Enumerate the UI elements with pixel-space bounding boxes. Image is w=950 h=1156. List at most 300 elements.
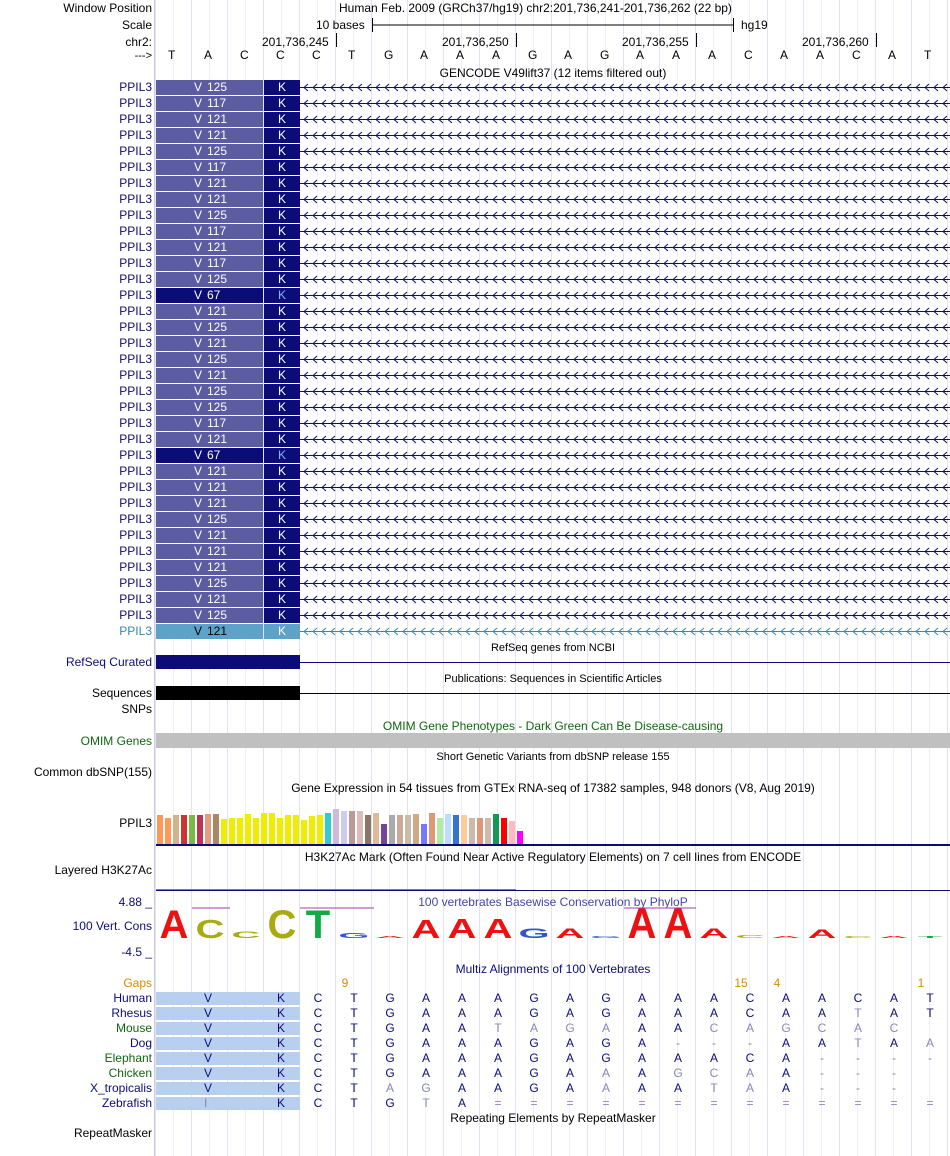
amino-acid-label: V bbox=[194, 448, 203, 462]
codon-number: 121 bbox=[207, 592, 228, 606]
gencode-exon-block[interactable] bbox=[156, 368, 263, 383]
aligned-base: A bbox=[421, 991, 430, 1005]
gtex-tissue-bar[interactable] bbox=[429, 813, 435, 844]
conservation-letter: A bbox=[555, 925, 585, 942]
amino-acid-label: V bbox=[194, 224, 203, 238]
gencode-track-title[interactable]: GENCODE V49lift37 (12 items filtered out) bbox=[439, 66, 667, 80]
aligned-base: A bbox=[889, 1036, 898, 1050]
gtex-tissue-bar[interactable] bbox=[365, 815, 371, 844]
aligned-base: T bbox=[350, 1006, 358, 1020]
gencode-exon-block[interactable] bbox=[156, 560, 263, 575]
intron-arrow-line bbox=[300, 416, 950, 431]
gencode-transcript-name[interactable]: PPIL3 bbox=[119, 384, 152, 398]
gencode-transcript-name[interactable]: PPIL3 bbox=[119, 272, 152, 286]
gencode-transcript-name[interactable]: PPIL3 bbox=[119, 496, 152, 510]
aligned-base: = bbox=[782, 1096, 790, 1110]
gencode-exon-block[interactable] bbox=[156, 160, 263, 175]
aligned-base: - bbox=[892, 1066, 896, 1080]
gencode-transcript-name[interactable]: PPIL3 bbox=[119, 432, 152, 446]
gencode-exon-block[interactable] bbox=[156, 384, 263, 399]
species-label[interactable]: Chicken bbox=[108, 1066, 152, 1080]
intron-arrow-line bbox=[300, 496, 950, 511]
amino-acid-label: V bbox=[194, 416, 203, 430]
species-label[interactable]: Mouse bbox=[115, 1021, 152, 1035]
aligned-base: C bbox=[745, 1006, 755, 1020]
aligned-base: - bbox=[820, 1081, 824, 1095]
gtex-tissue-bar[interactable] bbox=[421, 824, 427, 844]
gencode-transcript-name[interactable]: PPIL3 bbox=[119, 448, 152, 462]
species-label[interactable]: Human bbox=[113, 991, 152, 1005]
gencode-exon-block[interactable] bbox=[156, 176, 263, 191]
aligned-base: - bbox=[892, 1051, 896, 1065]
codon-number: 121 bbox=[207, 528, 228, 542]
conservation-logo[interactable] bbox=[156, 900, 950, 960]
conservation-min-label: -4.5 _ bbox=[121, 945, 152, 959]
aligned-base: C bbox=[889, 1021, 899, 1035]
omim-track-title[interactable]: OMIM Gene Phenotypes - Dark Green Can Be Disease-causing bbox=[382, 719, 724, 733]
amino-acid-label: V bbox=[194, 544, 203, 558]
aligned-base: T bbox=[926, 991, 934, 1005]
h3k27ac-baseline bbox=[156, 890, 950, 891]
gencode-exon-block[interactable] bbox=[156, 320, 263, 335]
amino-acid-label[interactable]: K bbox=[264, 384, 300, 399]
gtex-tissue-bar[interactable] bbox=[437, 818, 443, 844]
gtex-tissue-bar[interactable] bbox=[413, 814, 419, 844]
gencode-transcript-name[interactable]: PPIL3 bbox=[119, 176, 152, 190]
gencode-transcript-name[interactable]: PPIL3 bbox=[119, 608, 152, 622]
aligned-base: C bbox=[709, 1066, 719, 1080]
aligned-base: A bbox=[601, 1021, 610, 1035]
aligned-base: A bbox=[493, 1036, 502, 1050]
aligned-base: A bbox=[493, 1006, 502, 1020]
gencode-transcript-name[interactable]: PPIL3 bbox=[119, 512, 152, 526]
codon-number: 125 bbox=[207, 352, 228, 366]
h3k27ac-track-label[interactable]: Layered H3K27Ac bbox=[54, 863, 152, 877]
aligned-base: T bbox=[422, 1096, 430, 1110]
amino-acid-label: V bbox=[194, 608, 203, 622]
gencode-exon-block[interactable] bbox=[156, 352, 263, 367]
intron-arrow-line bbox=[300, 128, 950, 143]
gtex-tissue-bar[interactable] bbox=[333, 809, 339, 844]
gtex-tissue-bar[interactable] bbox=[405, 815, 411, 844]
gencode-transcript-name[interactable]: PPIL3 bbox=[119, 192, 152, 206]
amino-acid-label[interactable]: K bbox=[264, 128, 300, 143]
amino-acid-label[interactable]: K bbox=[264, 192, 300, 207]
gtex-tissue-bar[interactable] bbox=[173, 815, 179, 844]
intron-arrow-line bbox=[300, 384, 950, 399]
aligned-base: - bbox=[892, 1081, 896, 1095]
gtex-tissue-bar[interactable] bbox=[445, 814, 451, 844]
gencode-transcript-name[interactable]: PPIL3 bbox=[119, 464, 152, 478]
gencode-exon-block[interactable] bbox=[156, 400, 263, 415]
gtex-tissue-bar[interactable] bbox=[221, 819, 227, 844]
gtex-tissue-bar[interactable] bbox=[213, 814, 219, 844]
aligned-base: G bbox=[529, 1006, 539, 1020]
amino-acid-label[interactable]: K bbox=[264, 480, 300, 495]
amino-acid-label[interactable]: K bbox=[264, 560, 300, 575]
aligned-base: G bbox=[385, 1051, 395, 1065]
gtex-tissue-bar[interactable] bbox=[493, 814, 499, 844]
sequence-base: A bbox=[888, 48, 897, 62]
sequence-base: A bbox=[672, 48, 681, 62]
intron-arrow-line bbox=[300, 208, 950, 223]
aligned-base: A bbox=[601, 1066, 610, 1080]
aligned-base: A bbox=[493, 991, 502, 1005]
gtex-tissue-bar[interactable] bbox=[453, 815, 459, 844]
gencode-exon-block[interactable] bbox=[156, 592, 263, 607]
gtex-track-title[interactable]: Gene Expression in 54 tissues from GTEx RNA-seq of 17382 samples, 948 donors (V8, Aug 2019) bbox=[291, 781, 815, 795]
gtex-tissue-bar[interactable] bbox=[373, 813, 379, 844]
gencode-transcript-name[interactable]: PPIL3 bbox=[119, 528, 152, 542]
species-label[interactable]: Elephant bbox=[104, 1051, 152, 1065]
intron-arrow-line bbox=[300, 144, 950, 159]
gencode-exon-block[interactable] bbox=[156, 432, 263, 447]
aligned-base: A bbox=[457, 1006, 466, 1020]
amino-acid-label[interactable]: K bbox=[264, 352, 300, 367]
codon-number: 125 bbox=[207, 144, 228, 158]
gencode-exon-block[interactable] bbox=[156, 544, 263, 559]
gtex-track-label[interactable]: PPIL3 bbox=[119, 816, 152, 830]
gtex-tissue-bar[interactable] bbox=[293, 815, 299, 844]
aligned-amino-acid: K bbox=[277, 1006, 286, 1020]
gencode-exon-block[interactable] bbox=[156, 480, 263, 495]
aligned-amino-acid: V bbox=[204, 1066, 213, 1080]
sequences-track-label[interactable]: Sequences bbox=[91, 686, 152, 700]
dbsnp-track-label[interactable]: Common dbSNP(155) bbox=[33, 765, 152, 779]
gtex-tissue-bar[interactable] bbox=[509, 821, 515, 844]
gencode-exon-block[interactable] bbox=[156, 448, 263, 463]
aligned-base: - bbox=[676, 1036, 680, 1050]
refseq-gene-block[interactable] bbox=[156, 655, 300, 669]
codon-number: 117 bbox=[207, 416, 227, 430]
gtex-tissue-bar[interactable] bbox=[389, 815, 395, 844]
aligned-amino-acid: V bbox=[204, 1021, 213, 1035]
gap-count: 15 bbox=[734, 976, 748, 990]
amino-acid-label[interactable]: K bbox=[264, 208, 300, 223]
gencode-transcript-name[interactable]: PPIL3 bbox=[119, 480, 152, 494]
gencode-transcript-name[interactable]: PPIL3 bbox=[119, 576, 152, 590]
conservation-letter: C bbox=[195, 915, 225, 945]
gtex-tissue-bar[interactable] bbox=[469, 818, 475, 844]
aligned-base: = bbox=[818, 1096, 826, 1110]
amino-acid-label[interactable]: K bbox=[264, 112, 300, 127]
gencode-transcript-name[interactable]: PPIL3 bbox=[119, 400, 152, 414]
intron-arrow-line bbox=[300, 608, 950, 623]
amino-acid-label[interactable]: K bbox=[264, 624, 300, 639]
gtex-tissue-bar[interactable] bbox=[189, 815, 195, 844]
amino-acid-label: V bbox=[194, 112, 203, 126]
gaps-label: Gaps bbox=[123, 976, 152, 990]
codon-number: 125 bbox=[207, 320, 228, 334]
amino-acid-label: V bbox=[194, 496, 203, 510]
gtex-tissue-bar[interactable] bbox=[381, 824, 387, 844]
aligned-base: - bbox=[712, 1036, 716, 1050]
amino-acid-label[interactable]: K bbox=[264, 80, 300, 95]
amino-acid-label[interactable]: K bbox=[264, 432, 300, 447]
amino-acid-label[interactable]: K bbox=[264, 320, 300, 335]
aligned-base: C bbox=[745, 1051, 755, 1065]
gencode-exon-block[interactable] bbox=[156, 96, 263, 111]
gencode-exon-block[interactable] bbox=[156, 608, 263, 623]
aligned-base: G bbox=[673, 1066, 683, 1080]
gencode-transcript-name[interactable]: PPIL3 bbox=[119, 352, 152, 366]
aligned-base: A bbox=[421, 1036, 430, 1050]
amino-acid-label: V bbox=[194, 336, 203, 350]
gap-count: 1 bbox=[917, 976, 925, 990]
gencode-exon-block[interactable] bbox=[156, 464, 263, 479]
refseq-track-label[interactable]: RefSeq Curated bbox=[65, 655, 152, 669]
amino-acid-label[interactable]: K bbox=[264, 544, 300, 559]
gencode-transcript-name[interactable]: PPIL3 bbox=[119, 288, 152, 302]
sequence-base: C bbox=[276, 48, 285, 62]
gtex-tissue-bar[interactable] bbox=[261, 813, 267, 844]
gencode-transcript-name[interactable]: PPIL3 bbox=[119, 128, 152, 142]
gtex-tissue-bar[interactable] bbox=[397, 815, 403, 844]
gencode-transcript-name[interactable]: PPIL3 bbox=[119, 336, 152, 350]
gencode-transcript-name[interactable]: PPIL3 bbox=[119, 304, 152, 318]
conservation-letter: A bbox=[879, 935, 909, 939]
amino-acid-label[interactable]: K bbox=[264, 256, 300, 271]
pubs-track-title[interactable]: Publications: Sequences in Scientific Articles bbox=[444, 673, 662, 685]
aligned-base: A bbox=[781, 1006, 790, 1020]
aligned-base: C bbox=[313, 1081, 323, 1095]
gencode-transcript-name[interactable]: PPIL3 bbox=[119, 624, 152, 638]
conservation-track-label[interactable]: 100 Vert. Cons bbox=[72, 919, 152, 933]
gencode-transcript-name[interactable]: PPIL3 bbox=[119, 224, 152, 238]
gencode-exon-block[interactable] bbox=[156, 336, 263, 351]
gencode-exon-block[interactable] bbox=[156, 416, 263, 431]
gencode-transcript-name[interactable]: PPIL3 bbox=[119, 208, 152, 222]
gencode-exon-block[interactable] bbox=[156, 240, 263, 255]
gtex-tissue-bar[interactable] bbox=[341, 811, 347, 844]
gencode-transcript-name[interactable]: PPIL3 bbox=[119, 544, 152, 558]
gencode-exon-block[interactable] bbox=[156, 624, 263, 639]
aligned-base: A bbox=[493, 1066, 502, 1080]
intron-arrow-line bbox=[300, 352, 950, 367]
gencode-transcript-name[interactable]: PPIL3 bbox=[119, 240, 152, 254]
species-label[interactable]: Rhesus bbox=[111, 1006, 152, 1020]
species-label[interactable]: Zebrafish bbox=[101, 1096, 152, 1110]
aligned-base: G bbox=[601, 1051, 611, 1065]
conservation-letter: A bbox=[447, 913, 477, 945]
amino-acid-label[interactable]: K bbox=[264, 512, 300, 527]
amino-acid-label[interactable]: K bbox=[264, 176, 300, 191]
aligned-base: A bbox=[457, 1066, 466, 1080]
sequence-base: A bbox=[492, 48, 501, 62]
gencode-transcript-name[interactable]: PPIL3 bbox=[119, 96, 152, 110]
gencode-exon-block[interactable] bbox=[156, 304, 263, 319]
amino-acid-label[interactable]: K bbox=[264, 336, 300, 351]
aligned-base: T bbox=[926, 1006, 934, 1020]
aligned-base: A bbox=[421, 1051, 430, 1065]
conservation-track-title[interactable]: 100 vertebrates Basewise Conservation by PhyloP bbox=[418, 895, 688, 909]
intron-arrow-line bbox=[300, 176, 950, 191]
gencode-exon-block[interactable] bbox=[156, 224, 263, 239]
gtex-tissue-bar[interactable] bbox=[349, 811, 355, 844]
gencode-transcript-name[interactable]: PPIL3 bbox=[119, 560, 152, 574]
gencode-transcript-name[interactable]: PPIL3 bbox=[119, 112, 152, 126]
gap-count: 9 bbox=[341, 976, 349, 990]
conservation-max-label: 4.88 _ bbox=[118, 895, 152, 909]
codon-number: 125 bbox=[207, 512, 228, 526]
amino-acid-label: V bbox=[194, 624, 203, 638]
amino-acid-label: V bbox=[194, 560, 203, 574]
amino-acid-label: V bbox=[194, 528, 203, 542]
aligned-base: A bbox=[421, 1021, 430, 1035]
aligned-base: G bbox=[385, 1096, 395, 1110]
gtex-tissue-bar[interactable] bbox=[197, 815, 203, 844]
aligned-base: A bbox=[493, 1051, 502, 1065]
gtex-tissue-bar[interactable] bbox=[301, 820, 307, 844]
species-label[interactable]: X_tropicalis bbox=[89, 1081, 152, 1095]
gencode-exon-block[interactable] bbox=[156, 208, 263, 223]
refseq-track-title[interactable]: RefSeq genes from NCBI bbox=[490, 642, 616, 654]
species-label[interactable]: Dog bbox=[129, 1036, 152, 1050]
gtex-tissue-bar[interactable] bbox=[237, 818, 243, 844]
gencode-exon-block[interactable] bbox=[156, 256, 263, 271]
amino-acid-label[interactable]: K bbox=[264, 416, 300, 431]
amino-acid-label[interactable]: K bbox=[264, 400, 300, 415]
gencode-exon-block[interactable] bbox=[156, 80, 263, 95]
amino-acid-label[interactable]: K bbox=[264, 144, 300, 159]
aligned-base: T bbox=[350, 1051, 358, 1065]
snps-track-label[interactable]: SNPs bbox=[121, 702, 152, 716]
gtex-tissue-bar[interactable] bbox=[325, 813, 331, 844]
gtex-tissue-bar[interactable] bbox=[269, 813, 275, 844]
amino-acid-label[interactable]: K bbox=[264, 528, 300, 543]
gencode-exon-block[interactable] bbox=[156, 128, 263, 143]
gtex-tissue-bar[interactable] bbox=[253, 818, 259, 844]
gtex-tissue-bar[interactable] bbox=[181, 815, 187, 844]
repeatmasker-track-label[interactable]: RepeatMasker bbox=[73, 1126, 152, 1140]
gtex-tissue-bar[interactable] bbox=[485, 818, 491, 844]
gencode-transcript-name[interactable]: PPIL3 bbox=[119, 416, 152, 430]
gtex-tissue-bar[interactable] bbox=[157, 815, 163, 844]
aligned-base: T bbox=[854, 1006, 862, 1020]
amino-acid-label[interactable]: K bbox=[264, 224, 300, 239]
gtex-tissue-bar[interactable] bbox=[245, 814, 251, 844]
aligned-base: A bbox=[637, 1081, 646, 1095]
codon-number: 121 bbox=[207, 496, 228, 510]
gencode-transcript-name[interactable]: PPIL3 bbox=[119, 80, 152, 94]
aligned-base: = bbox=[890, 1096, 898, 1110]
sequence-base: T bbox=[924, 48, 932, 62]
amino-acid-label[interactable]: K bbox=[264, 96, 300, 111]
aligned-base: C bbox=[313, 991, 323, 1005]
intron-arrow-line bbox=[300, 592, 950, 607]
tick-label: 201,736,250 bbox=[442, 35, 509, 49]
gtex-tissue-bar[interactable] bbox=[517, 831, 523, 844]
gencode-exon-block[interactable] bbox=[156, 112, 263, 127]
amino-acid-label: V bbox=[194, 464, 203, 478]
codon-number: 121 bbox=[207, 192, 228, 206]
gencode-transcript-name[interactable]: PPIL3 bbox=[119, 144, 152, 158]
amino-acid-label[interactable]: K bbox=[264, 448, 300, 463]
gencode-transcript-name[interactable]: PPIL3 bbox=[119, 320, 152, 334]
gtex-tissue-bar[interactable] bbox=[277, 818, 283, 844]
amino-acid-label: V bbox=[194, 384, 203, 398]
amino-acid-label[interactable]: K bbox=[264, 464, 300, 479]
gtex-tissue-bar[interactable] bbox=[461, 815, 467, 844]
omim-track-label[interactable]: OMIM Genes bbox=[80, 734, 152, 748]
gencode-exon-block[interactable] bbox=[156, 272, 263, 287]
amino-acid-label[interactable]: K bbox=[264, 608, 300, 623]
gencode-transcript-name[interactable]: PPIL3 bbox=[119, 368, 152, 382]
codon-number: 125 bbox=[207, 272, 228, 286]
codon-number: 121 bbox=[207, 112, 228, 126]
gtex-tissue-bar[interactable] bbox=[309, 816, 315, 844]
gtex-tissue-bar[interactable] bbox=[229, 818, 235, 844]
gencode-exon-block[interactable] bbox=[156, 576, 263, 591]
gtex-tissue-bar[interactable] bbox=[285, 815, 291, 844]
gencode-transcript-name[interactable]: PPIL3 bbox=[119, 256, 152, 270]
sequence-base: A bbox=[816, 48, 825, 62]
sequences-block[interactable] bbox=[156, 686, 300, 700]
aligned-base: T bbox=[350, 1096, 358, 1110]
gtex-tissue-bar[interactable] bbox=[357, 811, 363, 844]
amino-acid-label[interactable]: K bbox=[264, 576, 300, 591]
aligned-base: A bbox=[565, 1066, 574, 1080]
gtex-tissue-bar[interactable] bbox=[317, 815, 323, 844]
aligned-base: C bbox=[853, 991, 863, 1005]
amino-acid-label[interactable]: K bbox=[264, 160, 300, 175]
aligned-base: C bbox=[313, 1096, 323, 1110]
dbsnp-track-title[interactable]: Short Genetic Variants from dbSNP release 155 bbox=[436, 751, 670, 763]
amino-acid-label[interactable]: K bbox=[264, 288, 300, 303]
amino-acid-label: V bbox=[194, 144, 203, 158]
gencode-exon-block[interactable] bbox=[156, 288, 263, 303]
aligned-base: A bbox=[673, 1021, 682, 1035]
gtex-tissue-bar[interactable] bbox=[165, 818, 171, 844]
gencode-exon-block[interactable] bbox=[156, 528, 263, 543]
aligned-base: - bbox=[820, 1051, 824, 1065]
gencode-transcript-name[interactable]: PPIL3 bbox=[119, 160, 152, 174]
gencode-transcript-name[interactable]: PPIL3 bbox=[119, 592, 152, 606]
gap-count: 4 bbox=[773, 976, 781, 990]
assembly-position-text[interactable]: Human Feb. 2009 (GRCh37/hg19) chr2:201,736,241-201,736,262 (22 bp) bbox=[339, 1, 732, 15]
omim-gene-bar[interactable] bbox=[156, 733, 950, 748]
gencode-exon-block[interactable] bbox=[156, 192, 263, 207]
gencode-exon-block[interactable] bbox=[156, 512, 263, 527]
amino-acid-label[interactable]: K bbox=[264, 496, 300, 511]
gencode-exon-block[interactable] bbox=[156, 144, 263, 159]
aligned-base: - bbox=[856, 1066, 860, 1080]
codon-number: 121 bbox=[207, 432, 228, 446]
amino-acid-label[interactable]: K bbox=[264, 272, 300, 287]
aligned-amino-acid: K bbox=[277, 991, 286, 1005]
aligned-base: C bbox=[313, 1036, 323, 1050]
amino-acid-label[interactable]: K bbox=[264, 304, 300, 319]
aligned-base: A bbox=[457, 1096, 466, 1110]
gtex-bar-chart[interactable] bbox=[156, 796, 556, 844]
h3k27ac-track-title[interactable]: H3K27Ac Mark (Often Found Near Active Regulatory Elements) on 7 cell lines from ENCODE bbox=[304, 850, 802, 864]
gencode-exon-block[interactable] bbox=[156, 496, 263, 511]
repeatmasker-track-title[interactable]: Repeating Elements by RepeatMasker bbox=[450, 1111, 656, 1125]
aligned-base: C bbox=[313, 1021, 323, 1035]
amino-acid-label[interactable]: K bbox=[264, 368, 300, 383]
aligned-base: - bbox=[748, 1036, 752, 1050]
amino-acid-label: V bbox=[194, 80, 203, 94]
gtex-tissue-bar[interactable] bbox=[501, 818, 507, 844]
sequence-base: C bbox=[312, 48, 321, 62]
gtex-tissue-bar[interactable] bbox=[205, 814, 211, 844]
strand-label: ---> bbox=[134, 50, 152, 62]
aligned-base: A bbox=[745, 1066, 754, 1080]
multiz-track-title[interactable]: Multiz Alignments of 100 Vertebrates bbox=[455, 962, 651, 976]
amino-acid-label[interactable]: K bbox=[264, 240, 300, 255]
gtex-tissue-bar[interactable] bbox=[477, 818, 483, 844]
amino-acid-label[interactable]: K bbox=[264, 592, 300, 607]
